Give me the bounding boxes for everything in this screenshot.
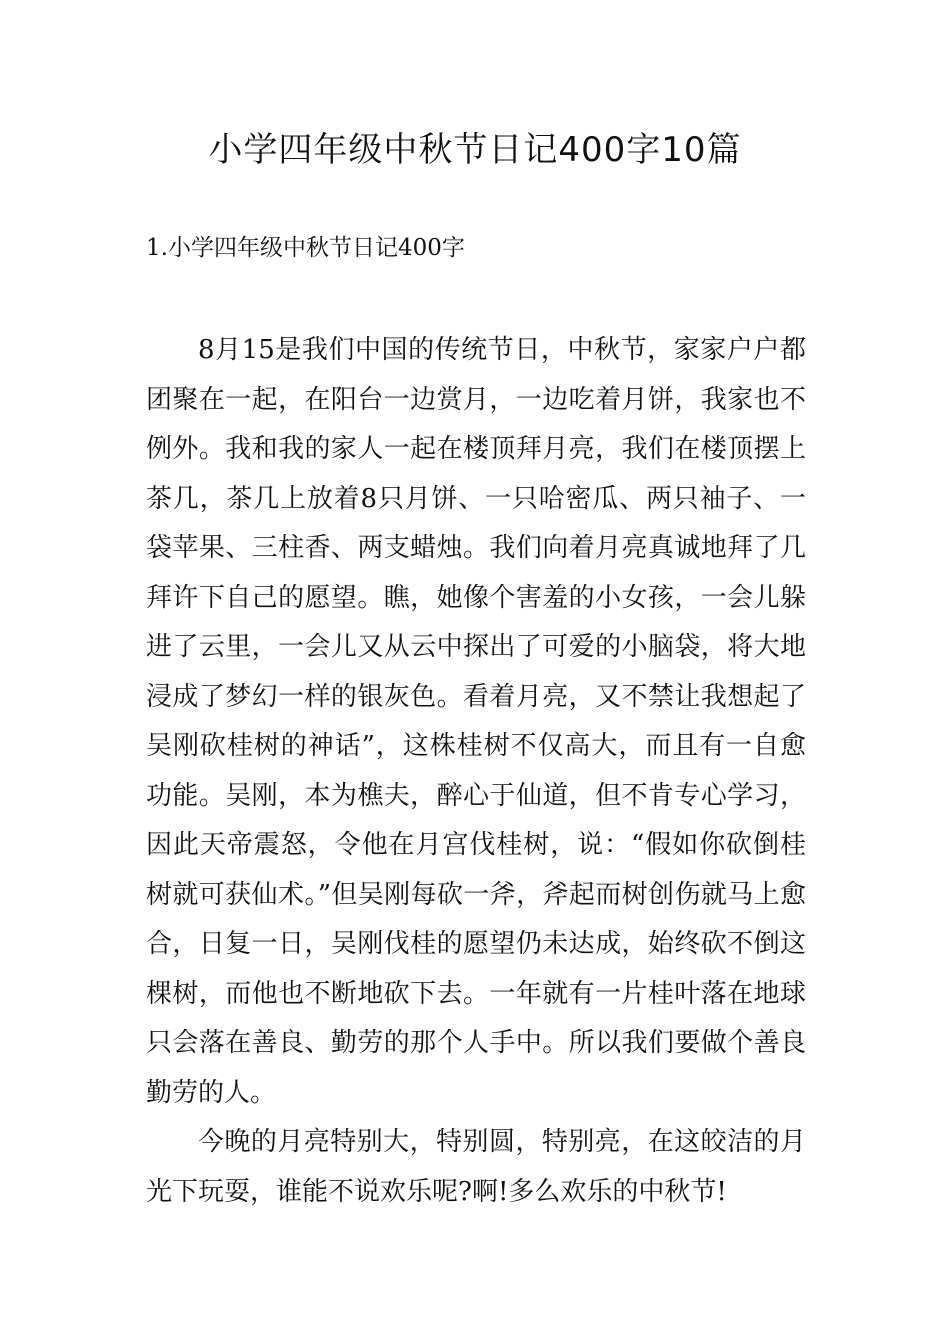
body-paragraph: 8月15是我们中国的传统节日，中秋节，家家户户都团聚在一起，在阳台一边赏月，一边吃着月饼，我家也不例外。我和我的家人一起在楼顶拜月亮，我们在楼顶摆上茶几，茶几上放着8只月饼、一只哈密瓜、两只袖子、一袋苹果、三柱香、两支蜡烛。我们向着月亮真诚地拜了几拜许下自己的愿望。瞧，她像个害羞的小女孩，一会儿躲进了云里，一会儿又从云中探出了可爱的小脑袋，将大地浸成了梦幻一样的银灰色。看着月亮，又不禁让我想起了吴刚砍桂树的神话”，这株桂树不仅高大，而且有一自愈功能。吴刚，本为樵夫，醉心于仙道，但不肯专心学习，因此天帝震怒，令他在月宫伐桂树，说：“假如你砍倒桂树就可获仙术。”但吴刚每砍一斧，斧起而树创伤就马上愈合，日复一日，吴刚伐桂的愿望仍未达成，始终砍不倒这棵树，而他也不断地砍下去。一年就有一片桂叶落在地球只会落在善良、勤劳的那个人手中。所以我们要做个善良勤劳的人。 bbox=[146, 335, 806, 1108]
document-title: 小学四年级中秋节日记400字10篇 bbox=[208, 130, 742, 170]
section-heading: 1.小学四年级中秋节日记400字 bbox=[146, 235, 465, 261]
body-paragraph: 今晚的月亮特别大，特别圆，特别亮，在这皎洁的月光下玩耍，谁能不说欢乐呢?啊!多么欢乐的中秋节! bbox=[146, 1127, 806, 1207]
